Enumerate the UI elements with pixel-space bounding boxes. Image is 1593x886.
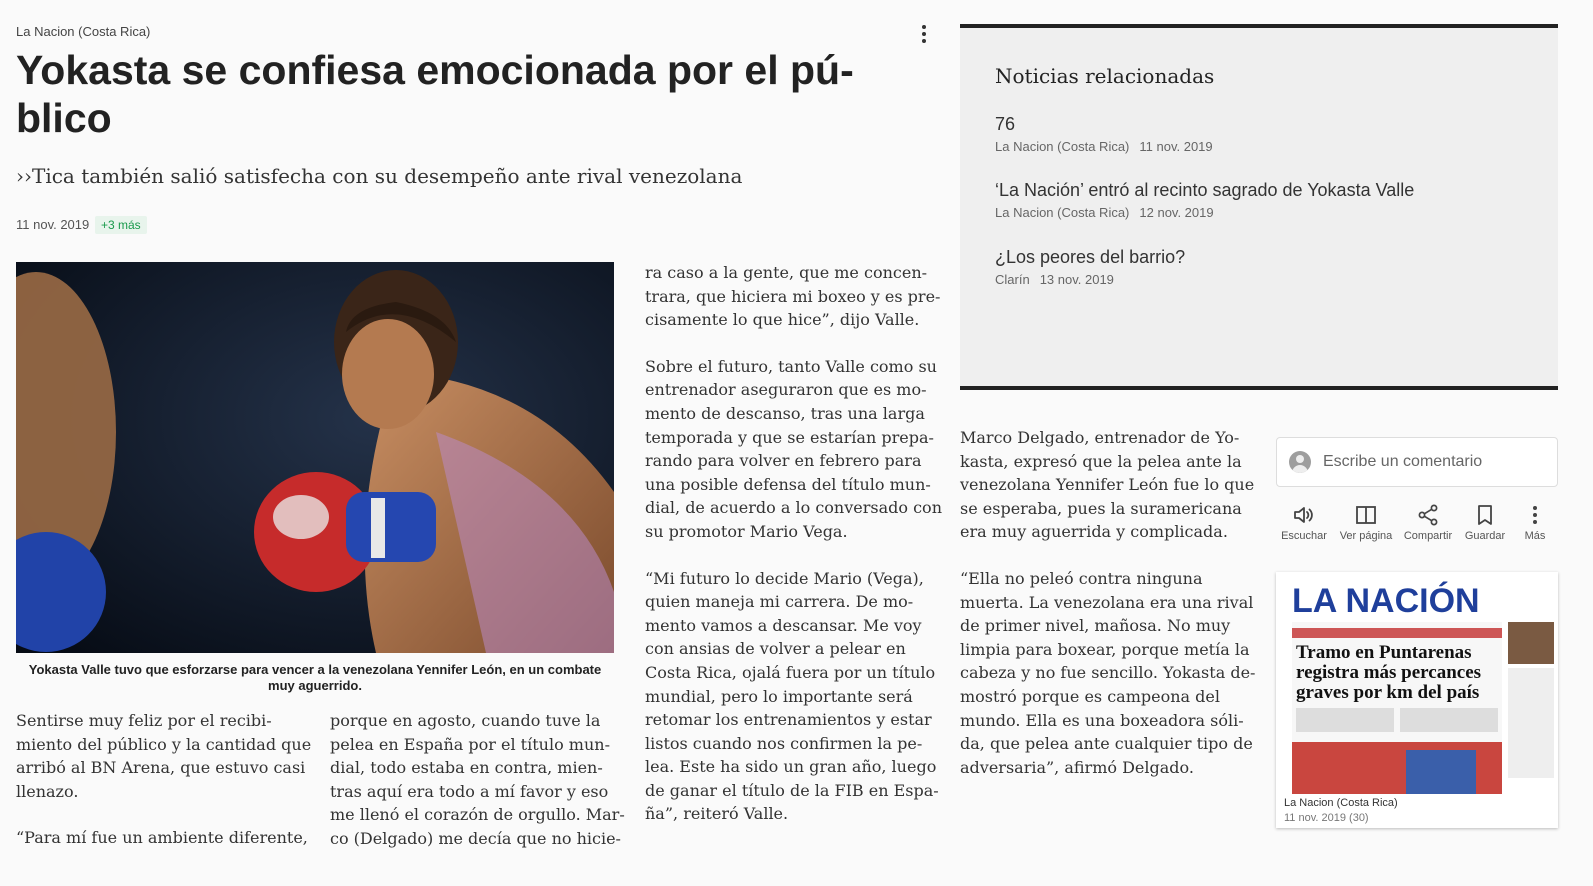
more-editions-badge[interactable]: +3 más — [95, 216, 147, 234]
related-item[interactable] — [995, 247, 1185, 287]
related-item[interactable] — [995, 180, 1414, 220]
related-item-date: 13 nov. 2019 — [1039, 272, 1114, 287]
view-page-label: Ver página — [1339, 530, 1393, 542]
newspaper-source: La Nacion (Costa Rica) — [1284, 797, 1398, 809]
article-column-3 — [645, 261, 945, 849]
article-subtitle: ››Tica también salió satisfecha con su desempeño ante rival venezolana — [16, 164, 743, 188]
share-icon — [1416, 503, 1440, 527]
paragraph: Sentirse muy feliz por el recibi- miento del público y la cantidad que arribó al BN Arena, que estuvo casi llenazo. — [16, 711, 312, 801]
photo-caption: Yokasta Valle tuvo que esforzarse para vencer a la venezolana Yennifer León, en un combate muy aguerrido. — [28, 662, 602, 693]
newspaper-date-count: 11 nov. 2019 (30) — [1284, 812, 1369, 824]
paragraph: porque en agosto, cuando tuve la pelea en España por el título mun- dial, todo estaba en contra, mien- tras aquí era todo a mí favor y eso me llenó el corazón de orgullo. Mar- co (Delgado) me decía que no hicie- — [330, 711, 625, 848]
comment-input[interactable] — [1321, 452, 1545, 472]
more-label: Más — [1524, 530, 1546, 542]
view-page-button[interactable] — [1338, 503, 1394, 542]
share-label: Compartir — [1403, 530, 1453, 542]
related-item[interactable] — [995, 114, 1223, 154]
newspaper-cover-image — [1276, 572, 1558, 794]
related-item-title[interactable]: ¿Los peores del barrio? — [995, 247, 1186, 267]
bookmark-icon — [1473, 503, 1497, 527]
newspaper-thumbnail[interactable] — [1276, 572, 1558, 828]
more-button[interactable] — [1522, 503, 1548, 542]
speaker-icon — [1292, 503, 1316, 527]
article-column-4 — [960, 426, 1260, 802]
article-column-1 — [16, 709, 316, 873]
share-button[interactable] — [1403, 503, 1453, 542]
article-column-2 — [330, 709, 630, 874]
paragraph: Marco Delgado, entrenador de Yo- kasta, expresó que la pelea ante la venezolana Yennifer León fue lo que se esperaba, pues la suramericana era muy aguerrida y complicada. — [960, 428, 1255, 542]
paragraph: “Ella no peleó contra ninguna muerta. La venezolana era una rival de primer nivel, mañosa. No muy limpia para boxear, porque metía la cabeza y no fue sencillo. Yokasta de- mostró porque es campeona del mundo. Ella es una boxeadora sóli- da, que pelea ante cualquier tipo de adversaria”, afirmó Delgado. — [960, 568, 1256, 777]
listen-button[interactable] — [1281, 503, 1327, 542]
related-item-source: La Nacion (Costa Rica) — [995, 139, 1130, 154]
save-label: Guardar — [1464, 530, 1506, 542]
action-toolbar — [1276, 503, 1558, 547]
related-news-panel — [960, 24, 1558, 390]
related-item-date: 12 nov. 2019 — [1139, 205, 1214, 220]
related-item-title[interactable]: ‘La Nación’ entró al recinto sagrado de Yokasta Valle — [995, 180, 1415, 200]
svg-text:registra más percances: registra más percances — [1296, 662, 1482, 683]
svg-text:graves por km del país: graves por km del país — [1296, 682, 1480, 703]
user-avatar-icon — [1289, 451, 1311, 473]
save-button[interactable] — [1463, 503, 1507, 542]
page-view-icon — [1354, 503, 1378, 527]
paragraph: “Para mí fue un ambiente diferente, — [16, 828, 308, 848]
boxer-photo-image — [16, 262, 614, 653]
svg-text:Tramo en Puntarenas: Tramo en Puntarenas — [1296, 642, 1472, 663]
related-item-source: La Nacion (Costa Rica) — [995, 205, 1130, 220]
listen-label: Escuchar — [1281, 530, 1327, 542]
comment-box[interactable] — [1276, 437, 1558, 487]
article-photo[interactable] — [16, 262, 614, 653]
more-vertical-icon — [1523, 503, 1547, 527]
article-source[interactable]: La Nacion (Costa Rica) — [16, 24, 151, 39]
paragraph: “Mi futuro lo decide Mario (Vega), quien maneja mi carrera. De mo- mento vamos a descansar. Me voy con ansias de volver a pelear en Costa Rica, ojalá fuera por un título mundial, pero lo importante será retomar los entrenamientos y estar listos cuando nos confirmen la pe- lea. Este ha sido un gran año, luego de ganar el título de la FIB en Espa- ña”, reiteró Valle. — [645, 568, 939, 824]
related-item-source: Clarín — [995, 272, 1030, 287]
newspaper-meta — [1284, 796, 1398, 826]
article-headline: Yokasta se confiesa emocionada por el pú- blico — [16, 47, 854, 141]
newspaper-masthead: LA NACIÓN — [1292, 582, 1480, 620]
related-item-title[interactable]: 76 — [995, 114, 1016, 134]
paragraph: Sobre el futuro, tanto Valle como su entrenador aseguraron que es mo- mento de descanso, tras una larga temporada y que se estarían prepa- rando para volver en febrero para una posible defensa del título mun- dial, de acuerdo a lo conversado con su promotor Mario Vega. — [645, 356, 942, 541]
paragraph: ra caso a la gente, que me concen- trara, que hiciera mi boxeo y es pre- cisamente lo que hice”, dijo Valle. — [645, 263, 941, 330]
article-date: 11 nov. 2019 — [16, 217, 90, 232]
related-item-date: 11 nov. 2019 — [1139, 139, 1213, 154]
more-options-icon[interactable] — [912, 22, 936, 46]
related-news-heading: Noticias relacionadas — [995, 64, 1215, 88]
